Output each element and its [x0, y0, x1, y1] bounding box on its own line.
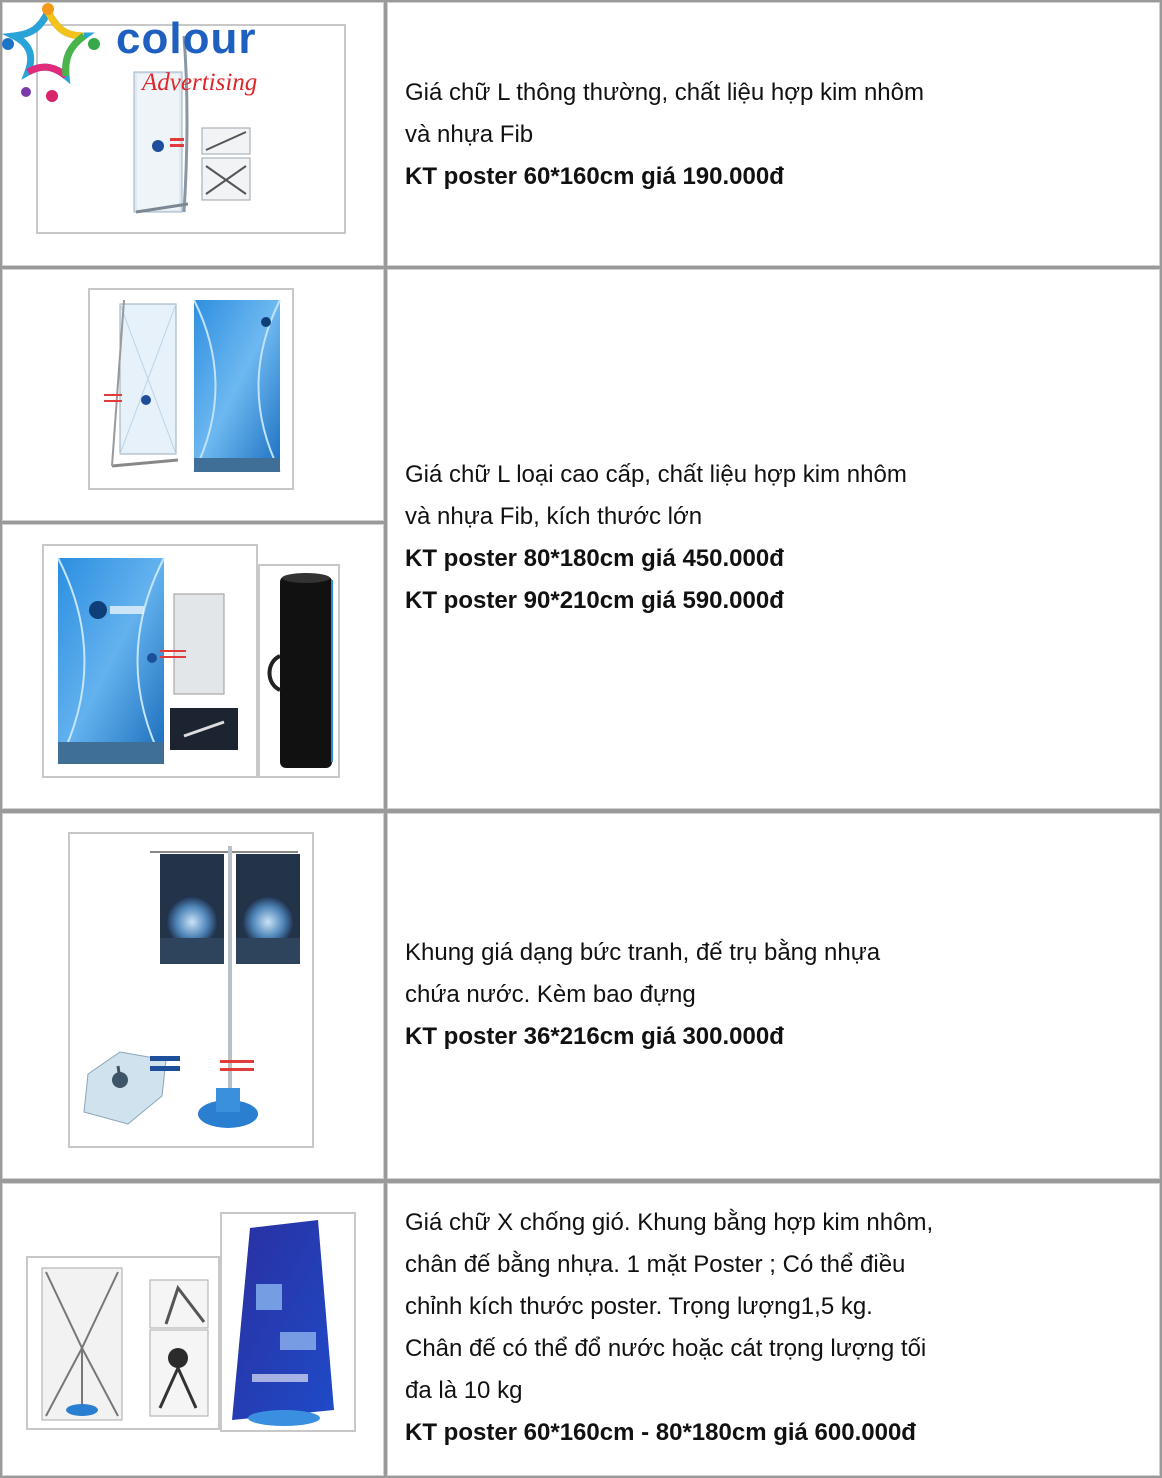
- product-3-desc-line: Khung giá dạng bức tranh, đế trụ bằng nhựa: [405, 939, 881, 966]
- product-4-desc-line: đa là 10 kg: [405, 1377, 523, 1404]
- product-1-desc-line: và nhựa Fib: [405, 121, 534, 148]
- product-1-price: KT poster 60*160cm giá 190.000đ: [405, 163, 784, 190]
- product-1-description: [405, 72, 924, 198]
- logo-brand-text: colour: [116, 14, 257, 63]
- product-2-desc-line: Giá chữ L loại cao cấp, chất liệu hợp kim nhôm: [405, 461, 907, 488]
- logo-tagline-text: Advertising: [142, 69, 258, 96]
- product-2-desc-line: và nhựa Fib, kích thước lớn: [405, 503, 703, 530]
- product-image-x-stand-frame: [26, 1256, 220, 1430]
- product-2-description: [405, 454, 907, 622]
- product-4-price: KT poster 60*160cm - 80*180cm giá 600.000đ: [405, 1419, 916, 1446]
- product-4-description: [405, 1202, 933, 1454]
- product-image-l-stand-premium-detail: [42, 544, 258, 778]
- colour-advertising-logo: [0, 0, 300, 105]
- product-2-price: KT poster 80*180cm giá 450.000đ: [405, 545, 784, 572]
- product-4-desc-line: chân đế bằng nhựa. 1 mặt Poster ; Có thể điều: [405, 1251, 906, 1278]
- product-image-x-stand-banner: [220, 1212, 356, 1432]
- product-4-desc-line: chỉnh kích thước poster. Trọng lượng1,5 kg.: [405, 1293, 873, 1320]
- product-4-desc-line: Giá chữ X chống gió. Khung bằng hợp kim nhôm,: [405, 1209, 934, 1236]
- product-image-flag-stand: [68, 832, 314, 1148]
- product-image-l-stand-premium-pair: [88, 288, 294, 490]
- product-1-desc-line: Giá chữ L thông thường, chất liệu hợp kim nhôm: [405, 79, 924, 106]
- product-2-price: KT poster 90*210cm giá 590.000đ: [405, 587, 784, 614]
- product-3-price: KT poster 36*216cm giá 300.000đ: [405, 1023, 784, 1050]
- product-image-carry-bag: [258, 564, 340, 778]
- product-4-desc-line: Chân đế có thể đổ nước hoặc cát trọng lượng tối: [405, 1335, 927, 1362]
- product-3-desc-line: chứa nước. Kèm bao đựng: [405, 981, 696, 1008]
- product-3-description: [405, 932, 880, 1058]
